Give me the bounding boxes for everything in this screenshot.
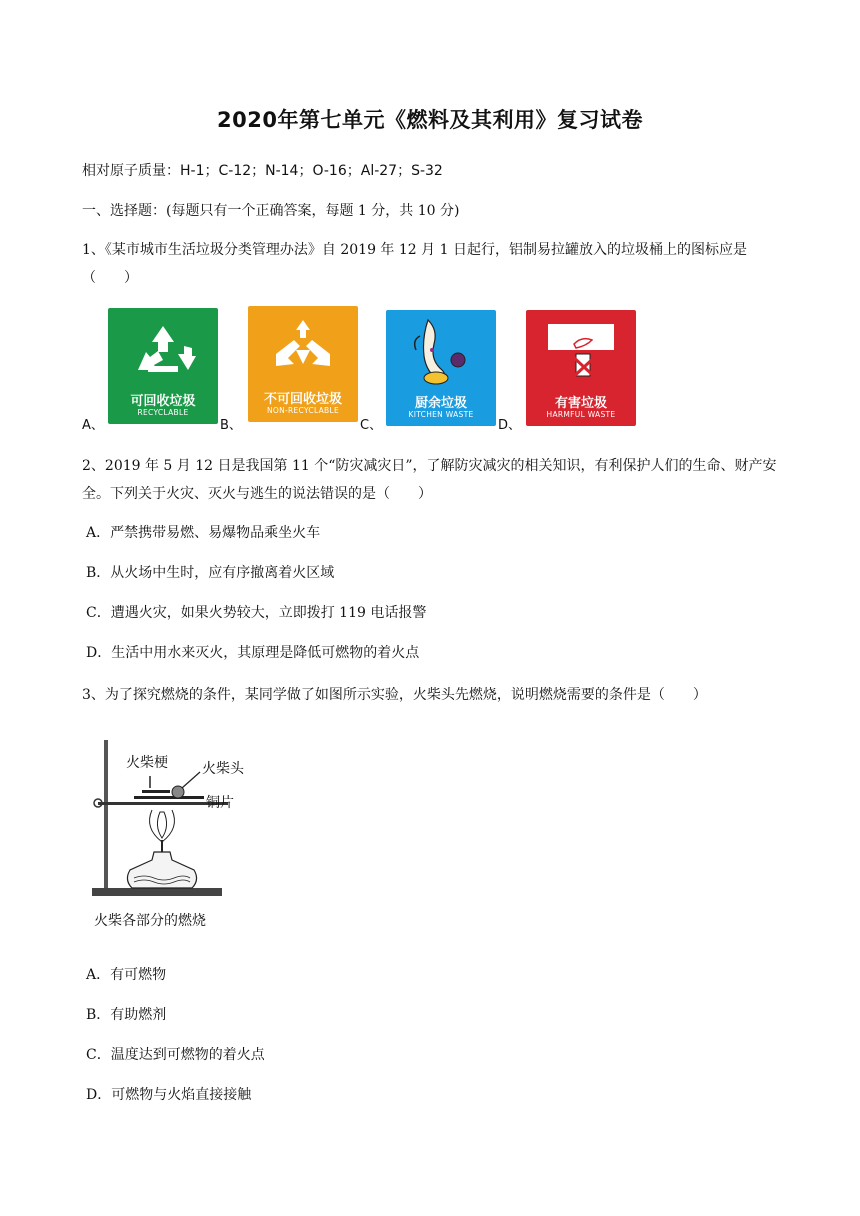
bin-label-cn: 厨余垃圾 (414, 396, 467, 411)
option-a-letter: A、 (82, 418, 104, 433)
q2-option-d[interactable]: D．生活中用水来灭火，其原理是降低可燃物的着火点 (86, 645, 420, 661)
label-match-head: 火柴头 (202, 761, 244, 777)
bin-label-en: RECYCLABLE (137, 408, 189, 417)
bin-harmful-waste[interactable] (526, 310, 636, 426)
q3-option-a[interactable]: A．有可燃物 (86, 967, 167, 983)
atomic-mass-line: 相对原子质量：H-1；C-12；N-14；O-16；Al-27；S-32 (82, 163, 443, 179)
bin-label-en: KITCHEN WASTE (408, 410, 474, 419)
q2-option-a[interactable]: A．严禁携带易燃、易爆物品乘坐火车 (86, 525, 321, 541)
q2-option-b[interactable]: B．从火场中生时，应有序撤离着火区域 (86, 565, 335, 581)
bin-label-en: HARMFUL WASTE (546, 410, 616, 419)
figure-caption: 火柴各部分的燃烧 (94, 913, 206, 929)
bin-kitchen-waste[interactable] (386, 310, 496, 426)
q3-option-d[interactable]: D．可燃物与火焰直接接触 (86, 1087, 252, 1103)
bin-recyclable[interactable] (108, 308, 218, 424)
kitchen-waste-icon (386, 310, 496, 392)
page-title: 2020年第七单元《燃料及其利用》复习试卷 (217, 108, 643, 132)
label-match-stick: 火柴梗 (126, 755, 168, 771)
bin-non-recyclable[interactable] (248, 306, 358, 422)
option-b-letter: B、 (220, 418, 242, 433)
bin-label-cn: 有害垃圾 (554, 396, 607, 411)
q3-option-c[interactable]: C．温度达到可燃物的着火点 (86, 1047, 265, 1063)
question-3-text: 3、为了探究燃烧的条件，某同学做了如图所示实验，火柴头先燃烧，说明燃烧需要的条件是（ ） (82, 687, 707, 703)
match-burning-figure (84, 732, 284, 936)
section-heading: 一、选择题：(每题只有一个正确答案，每题 1 分，共 10 分) (82, 203, 460, 219)
question-1-text: 1、《某市城市生活垃圾分类管理办法》自 2019 年 12 月 1 日起行，铝制易拉罐放入的垃圾桶上的图标应是（ ） (82, 242, 747, 286)
bin-label-cn: 可回收垃圾 (130, 394, 196, 409)
label-copper-sheet: 铜片 (206, 795, 234, 811)
harmful-waste-icon (526, 310, 636, 392)
lab-apparatus-icon (84, 732, 284, 912)
q3-option-b[interactable]: B．有助燃剂 (86, 1007, 167, 1023)
option-c-letter: C、 (360, 418, 383, 433)
question-2-text: 2、2019 年 5 月 12 日是我国第 11 个“防灾减灾日”，了解防灾减灾的相关知识，有利保护人们的生命、财产安全。下列关于火灾、灭火与逃生的说法错误的是（ ） (82, 458, 777, 502)
q2-option-c[interactable]: C．遭遇火灾，如果火势较大，立即拨打 119 电话报警 (86, 605, 427, 621)
option-d-letter: D、 (498, 418, 522, 433)
recycle-icon (108, 308, 218, 390)
bin-label-en: NON-RECYCLABLE (266, 406, 340, 415)
bin-label-cn: 不可回收垃圾 (263, 392, 342, 407)
non-recycle-icon (248, 306, 358, 388)
bin-options (82, 306, 682, 433)
